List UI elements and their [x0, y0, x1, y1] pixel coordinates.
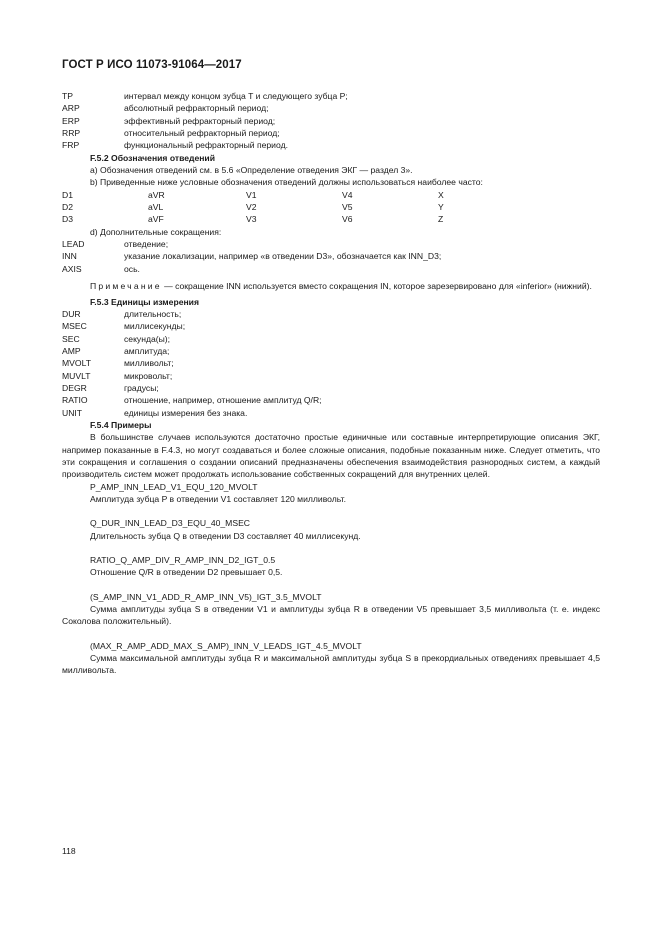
page-header: ГОСТ Р ИСО 11073-91064—2017	[62, 59, 242, 71]
abbreviation-term: FRP	[62, 140, 80, 151]
section-heading-f54: F.5.4 Примеры	[90, 419, 152, 430]
unit-definition: миллисекунды;	[124, 321, 186, 332]
list-item-d: d) Дополнительные сокращения:	[90, 226, 222, 237]
abbreviation-definition: отведение;	[124, 239, 169, 250]
example-description: Сумма максимальной амплитуды зубца R и максимальной амплитуды зубца S в прекордиальных отведениях превышает 4,5 милливольта.	[62, 653, 600, 676]
lead-cell: Z	[438, 214, 444, 225]
lead-cell: aVR	[148, 189, 165, 200]
unit-row	[62, 407, 600, 419]
unit-term: DUR	[62, 308, 81, 319]
note-text: — сокращение INN используется вместо сокращения IN, которое зарезервировано для «inferior» (нижний).	[161, 281, 592, 292]
unit-term: MUVLT	[62, 370, 91, 381]
section-heading-f52: F.5.2 Обозначения отведений	[90, 152, 216, 163]
unit-row	[62, 370, 600, 382]
abbreviation-term: LEAD	[62, 239, 85, 250]
list-item-a: a) Обозначения отведений см. в 5.6 «Определение отведения ЭКГ — раздел 3».	[90, 165, 413, 176]
lead-cell: V5	[342, 202, 353, 213]
unit-term: DEGR	[62, 382, 87, 393]
lead-cell: V3	[246, 214, 257, 225]
example-expression: (MAX_R_AMP_ADD_MAX_S_AMP)_INN_V_LEADS_IGT_4.5_MVOLT	[90, 640, 362, 651]
abbreviation-term: ARP	[62, 103, 80, 114]
unit-row	[62, 382, 600, 394]
lead-cell: V4	[342, 189, 353, 200]
unit-term: MSEC	[62, 321, 87, 332]
leads-table	[62, 189, 600, 226]
abbreviation-row	[62, 238, 600, 250]
unit-row	[62, 308, 600, 320]
lead-cell: V6	[342, 214, 353, 225]
units-list	[62, 308, 600, 419]
unit-row	[62, 345, 600, 357]
lead-cell: X	[438, 189, 444, 200]
abbreviation-term: RRP	[62, 128, 81, 139]
abbreviation-row	[62, 90, 600, 102]
unit-term: UNIT	[62, 407, 83, 418]
note-paragraph	[62, 280, 600, 292]
abbreviation-row	[62, 102, 600, 114]
section-heading-f53: F.5.3 Единицы измерения	[90, 296, 199, 307]
unit-definition: градусы;	[124, 382, 159, 393]
unit-definition: секунда(ы);	[124, 333, 171, 344]
abbreviation-term: ERP	[62, 115, 80, 126]
list-item-b: b) Приведенные ниже условные обозначения отведений должны использоваться наиболее часто:	[90, 177, 483, 188]
abbreviation-definition: эффективный рефракторный период;	[124, 115, 276, 126]
lead-cell: D1	[62, 189, 73, 200]
unit-row	[62, 394, 600, 406]
example-description: Отношение Q/R в отведении D2 превышает 0,5.	[90, 567, 283, 578]
unit-term: MVOLT	[62, 358, 91, 369]
extra-abbreviation-list	[62, 238, 600, 275]
note-label: Примечание	[90, 281, 162, 292]
example-description: Сумма амплитуды зубца S в отведении V1 и амплитуды зубца R в отведении V5 превышает 3,5 милливольта (т. е. индекс Соколова положительный).	[62, 604, 600, 627]
example-item	[62, 554, 600, 579]
abbreviation-definition: относительный рефракторный период;	[124, 128, 280, 139]
lead-cell: D2	[62, 202, 73, 213]
unit-term: SEC	[62, 333, 80, 344]
lead-cell: V1	[246, 189, 257, 200]
document-body	[62, 90, 600, 677]
intro-abbreviation-list	[62, 90, 600, 152]
unit-row	[62, 320, 600, 332]
abbreviation-term: AXIS	[62, 263, 82, 274]
abbreviation-definition: интервал между концом зубца T и следующего зубца P;	[124, 91, 348, 101]
example-expression: (S_AMP_INN_V1_ADD_R_AMP_INN_V5)_IGT_3.5_MVOLT	[90, 591, 322, 602]
example-description: Амплитуда зубца P в отведении V1 составляет 120 милливольт.	[90, 494, 346, 504]
example-item	[62, 591, 600, 628]
abbreviation-row	[62, 115, 600, 127]
abbreviation-term: TP	[62, 91, 73, 101]
abbreviation-row	[62, 263, 600, 275]
abbreviation-row	[62, 139, 600, 151]
abbreviation-row	[62, 250, 600, 262]
unit-definition: единицы измерения без знака.	[124, 407, 248, 418]
example-item	[62, 640, 600, 677]
unit-term: RATIO	[62, 395, 88, 406]
lead-cell: aVF	[148, 214, 164, 225]
unit-definition: амплитуда;	[124, 345, 170, 356]
leads-row	[62, 213, 600, 225]
examples-list	[62, 481, 600, 677]
abbreviation-definition: ось.	[124, 263, 140, 274]
lead-cell: V2	[246, 202, 257, 213]
examples-intro-paragraph: В большинстве случаев используются достаточно простые единичные или составные интерпретирующие описания ЭКГ, например показанные в F.4.3, но могут создаваться и более сложные описания, подобные показанным ниже. Следует отметить, что эти сокращения и соглашения о создании описаний предназначены обеспечения взаимодействия разнородных систем, а каждый производитель систем может продолжать использование собственных сокращений для внутренних целей.	[62, 432, 600, 480]
example-expression: P_AMP_INN_LEAD_V1_EQU_120_MVOLT	[90, 481, 258, 492]
abbreviation-row	[62, 127, 600, 139]
page-number: 118	[62, 846, 76, 856]
example-expression: Q_DUR_INN_LEAD_D3_EQU_40_MSEC	[90, 518, 251, 529]
unit-definition: длительность;	[124, 308, 182, 319]
lead-cell: D3	[62, 214, 73, 225]
abbreviation-definition: указание локализации, например «в отведении D3», обозначается как INN_D3;	[124, 251, 442, 262]
leads-row	[62, 201, 600, 213]
abbreviation-term: INN	[62, 251, 77, 262]
example-expression: RATIO_Q_AMP_DIV_R_AMP_INN_D2_IGT_0.5	[90, 555, 276, 566]
unit-definition: отношение, например, отношение амплитуд Q/R;	[124, 395, 322, 406]
lead-cell: aVL	[148, 202, 164, 213]
abbreviation-definition: абсолютный рефракторный период;	[124, 103, 269, 114]
example-description: Длительность зубца Q в отведении D3 составляет 40 миллисекунд.	[90, 530, 361, 541]
unit-definition: милливольт;	[124, 358, 174, 369]
unit-row	[62, 357, 600, 369]
lead-cell: Y	[438, 202, 444, 213]
unit-row	[62, 333, 600, 345]
unit-term: AMP	[62, 345, 81, 356]
abbreviation-definition: функциональный рефракторный период.	[124, 140, 288, 151]
example-item	[62, 517, 600, 542]
leads-row	[62, 189, 600, 201]
example-item	[62, 481, 600, 506]
unit-definition: микровольт;	[124, 370, 173, 381]
